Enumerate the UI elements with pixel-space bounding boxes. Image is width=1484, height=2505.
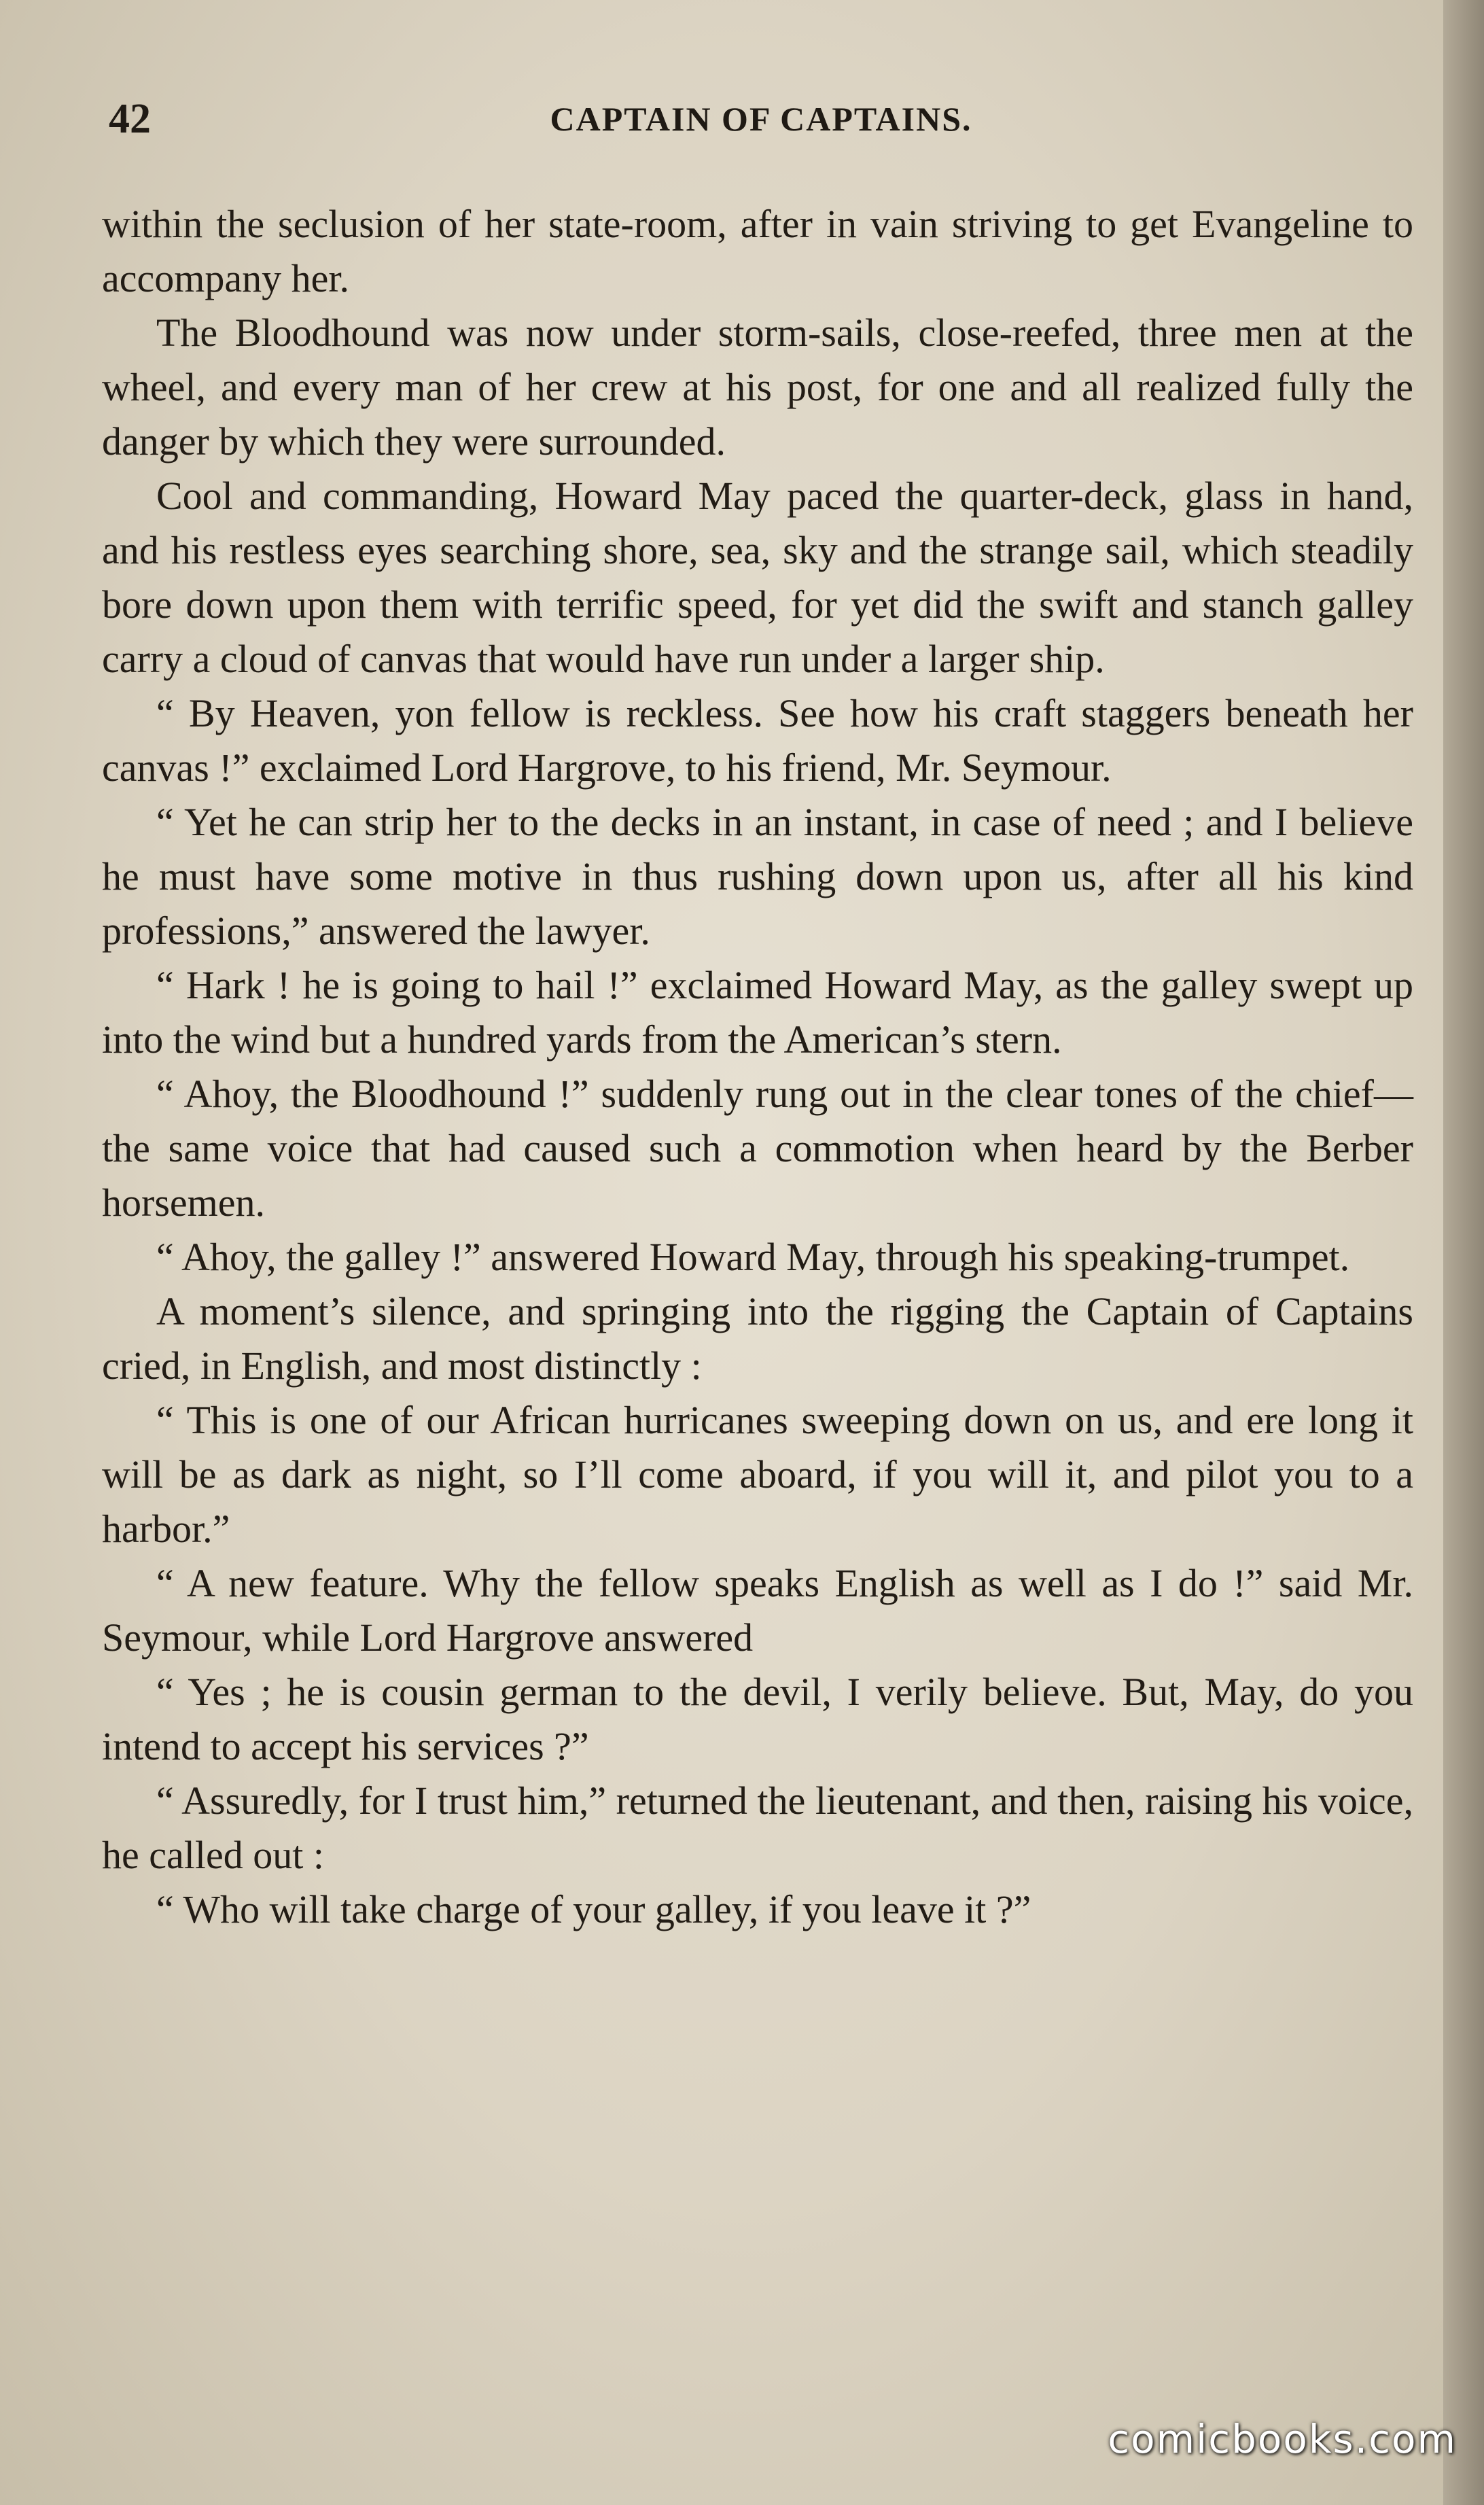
watermark: comicbooks.com xyxy=(1108,2416,1457,2462)
paragraph: A moment’s silence, and springing into the rigging the Captain of Captains cried, in English, and most distinctly : xyxy=(102,1289,1413,1388)
paragraph: “ Yet he can strip her to the decks in an instant, in case of need ; and I believe he must have some motive in thus rushing down upon us, after all his kind professions,” answered the lawyer. xyxy=(102,800,1413,953)
page-number: 42 xyxy=(109,96,151,142)
paragraph: “ This is one of our African hurricanes sweeping down on us, and ere long it will be as dark as night, so I’ll come aboard, if you will it, and pilot you to a harbor.” xyxy=(102,1398,1413,1551)
running-title: CAPTAIN OF CAPTAINS. xyxy=(550,100,972,138)
page-edge xyxy=(1443,0,1484,2505)
page-header xyxy=(109,95,1413,156)
paragraph: “ Hark ! he is going to hail !” exclaimed Howard May, as the galley swept up into the wind but a hundred yards from the American’s stern. xyxy=(102,963,1413,1062)
paragraph: The Bloodhound was now under storm-sails, close-reefed, three men at the wheel, and every man of her crew at his post, for one and all realized fully the danger by which they were surrounded. xyxy=(102,311,1413,463)
paragraph: “ Assuredly, for I trust him,” returned the lieutenant, and then, raising his voice, he called out : xyxy=(102,1779,1413,1877)
paragraph: “ Ahoy, the Bloodhound !” suddenly rung out in the clear tones of the chief—the same voice that had caused such a commotion when heard by the Berber horsemen. xyxy=(102,1072,1413,1225)
paragraph: Cool and commanding, Howard May paced the quarter-deck, glass in hand, and his restless eyes searching shore, sea, sky and the strange sail, which steadily bore down upon them with terrific speed, for yet did the swift and stanch galley carry a cloud of canvas that would have run under a larger ship. xyxy=(102,474,1413,681)
paragraph: “ Ahoy, the galley !” answered Howard May, through his speaking-trumpet. xyxy=(156,1235,1350,1279)
paragraph: “ By Heaven, yon fellow is reckless. See how his craft staggers beneath her canvas !” exclaimed Lord Hargrove, to his friend, Mr. Seymour. xyxy=(102,691,1413,790)
paragraph: within the seclusion of her state-room, after in vain striving to get Evangeline to accompany her. xyxy=(102,202,1413,300)
body-text xyxy=(102,197,1413,1937)
paragraph: “ A new feature. Why the fellow speaks English as well as I do !” said Mr. Seymour, while Lord Hargrove answered xyxy=(102,1561,1413,1660)
paragraph: “ Who will take charge of your galley, if you leave it ?” xyxy=(156,1887,1031,1931)
paragraph: “ Yes ; he is cousin german to the devil, I verily believe. But, May, do you intend to accept his services ?” xyxy=(102,1670,1413,1768)
